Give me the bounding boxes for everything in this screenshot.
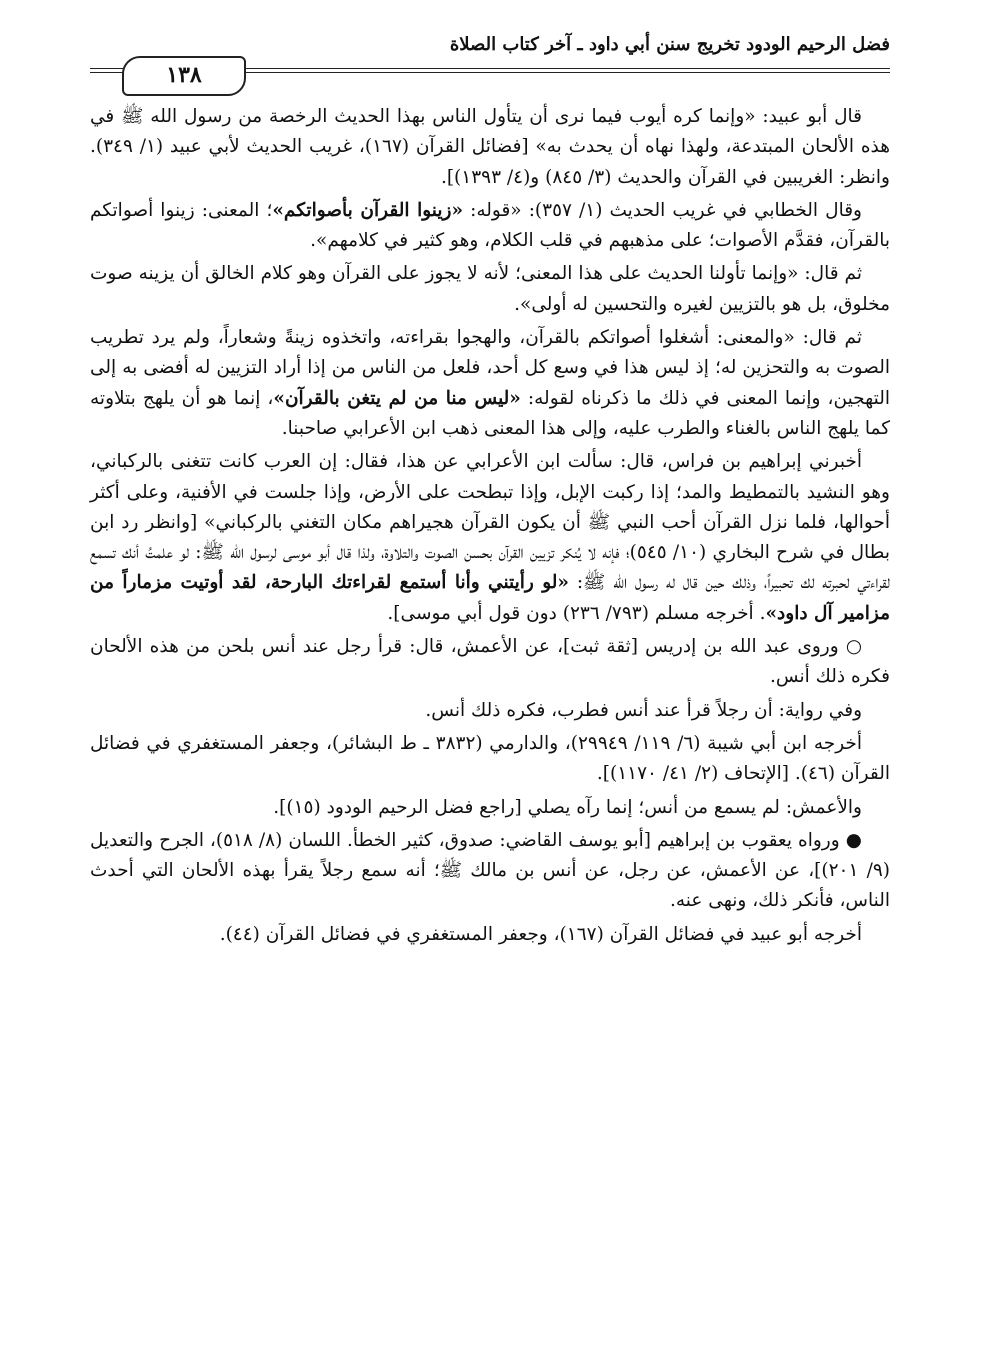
paragraph-text: ثم قال: «والمعنى: أشغلوا أصواتكم بالقرآن، والهجوا بقراءته، واتخذوه زينةً وشعاراً، ولم يرد تطريب الصوت به والتحزين له؛ إذ ليس هذا في وسع كل أحد، فلعل من الناس من إذا أراد التزيين له أفضى به إلى التهجين، وإنما المعنى في ذلك ما ذكرناه لقوله: xyxy=(90,327,890,409)
paragraph xyxy=(90,196,890,257)
paragraph-text: ○ وروى عبد الله بن إدريس [ثقة ثبت]، عن الأعمش، قال: قرأ رجل عند أنس بلحن من هذه الألحان فكره ذلك أنس. xyxy=(90,636,890,688)
paragraph-text: والأعمش: لم يسمع من أنس؛ إنما رآه يصلي [راجع فضل الرحيم الودود (١٥)]. xyxy=(273,796,862,818)
paragraph xyxy=(90,632,890,693)
paragraph xyxy=(90,696,890,726)
paragraph xyxy=(90,102,890,193)
page-header xyxy=(90,28,890,88)
paragraph xyxy=(90,920,890,950)
paragraph xyxy=(90,793,890,823)
hadith-quote: «ليس منا من لم يتغن بالقرآن» xyxy=(273,387,521,409)
paragraph xyxy=(90,826,890,917)
page-body xyxy=(90,102,890,953)
paragraph-text: ● ورواه يعقوب بن إبراهيم [أبو يوسف القاضي: صدوق، كثير الخطأ. اللسان (٨/ ٥١٨)، الجرح والتعديل (٩/ ٢٠١)]، عن الأعمش، عن رجل، عن أنس بن مالك ﷺ؛ أنه سمع رجلاً يقرأ بهذه الألحان التي أحدث الناس، فأنكر ذلك، ونهى عنه. xyxy=(90,829,890,912)
paragraph xyxy=(90,323,890,444)
paragraph-text: وقال الخطابي في غريب الحديث (١/ ٣٥٧): «قوله: xyxy=(463,199,862,221)
paragraph xyxy=(90,259,890,320)
paragraph xyxy=(90,729,890,790)
hadith-quote: «لو رأيتني وأنا أستمع لقراءتك البارحة، لقد أوتيت مزماراً من مزامير آل داود» xyxy=(90,572,890,624)
paragraph-text: . أخرجه مسلم (٧٩٣/ ٢٣٦) دون قول أبي موسى]. xyxy=(387,602,766,624)
paragraph-text: وفي رواية: أن رجلاً قرأ عند أنس فطرب، فكره ذلك أنس. xyxy=(425,699,862,721)
running-title: فضل الرحيم الودود تخريج سنن أبي داود ـ آخر كتاب الصلاة xyxy=(449,34,890,55)
paragraph-text: ؛ المعنى: زينوا أصواتكم بالقرآن، فقدَّم الأصوات؛ على مذهبهم في قلب الكلام، وهو كثير في كلامهم». xyxy=(90,199,890,252)
paragraph xyxy=(90,447,890,629)
paragraph-text: أخرجه أبو عبيد في فضائل القرآن (١٦٧)، وجعفر المستغفري في فضائل القرآن (٤٤). xyxy=(219,923,862,945)
hadith-quote: «زينوا القرآن بأصواتكم» xyxy=(272,199,464,221)
paragraph-text: أخرجه ابن أبي شيبة (٦/ ١١٩/ ٢٩٩٤٩)، والدارمي (٣٨٣٢ ـ ط البشائر)، وجعفر المستغفري في فضائل القرآن (٤٦). [الإتحاف (٢/ ٤١/ ١١٧٠)]. xyxy=(90,732,890,785)
paragraph-text: ثم قال: «وإنما تأولنا الحديث على هذا المعنى؛ لأنه لا يجوز على القرآن وهو كلام الخالق أن يزينه صوت مخلوق، بل هو بالتزيين لغيره والتحسين له أولى». xyxy=(90,263,890,315)
page-number: ١٣٨ xyxy=(122,56,246,96)
paragraph-text: قال أبو عبيد: «وإنما كره أيوب فيما نرى أن يتأول الناس بهذا الحديث الرخصة من رسول الله ﷺ في هذه الألحان المبتدعة، ولهذا نهاه أن يحدث به» [فضائل القرآن (١٦٧)، غريب الحديث لأبي عبيد (١/ ٣٤٩). وانظر: الغريبين في القرآن والحديث (٣/ ٨٤٥) و(٤/ ١٣٩٣)]. xyxy=(90,106,891,188)
paragraph-text: ، إنما هو أن يلهج بتلاوته كما يلهج الناس بالغناء والطرب عليه، وإلى هذا المعنى ذهب ابن الأعرابي صاحبنا. xyxy=(90,387,890,439)
paragraph-text: أخبرني إبراهيم بن فراس، قال: سألت ابن الأعرابي عن هذا، فقال: إن العرب كانت تتغنى بالركباني، وهو النشيد بالتمطيط والمد؛ إذا ركبت الإبل، وإذا تبطحت على الأرض، وإذا جلست في الأفنية، وعلى أكثر أحوالها، فلما نزل القرآن أحب النبي ﷺ أن يكون القرآن هجيراهم مكان التغني بالركباني» [وانظر رد ابن بطال في شرح البخاري (١٠/ ٥٤٥)؛ فإنه لا يُنكر تزيين القرآن بحسن الصوت والتلاوة، ولذا قال أبو موسى لرسول الله ﷺ: لو علمتُ أنك تسمع لقراءتي لحبرته لك تحبيراً، وذلك حين قال له رسول الله ﷺ: xyxy=(90,451,890,594)
